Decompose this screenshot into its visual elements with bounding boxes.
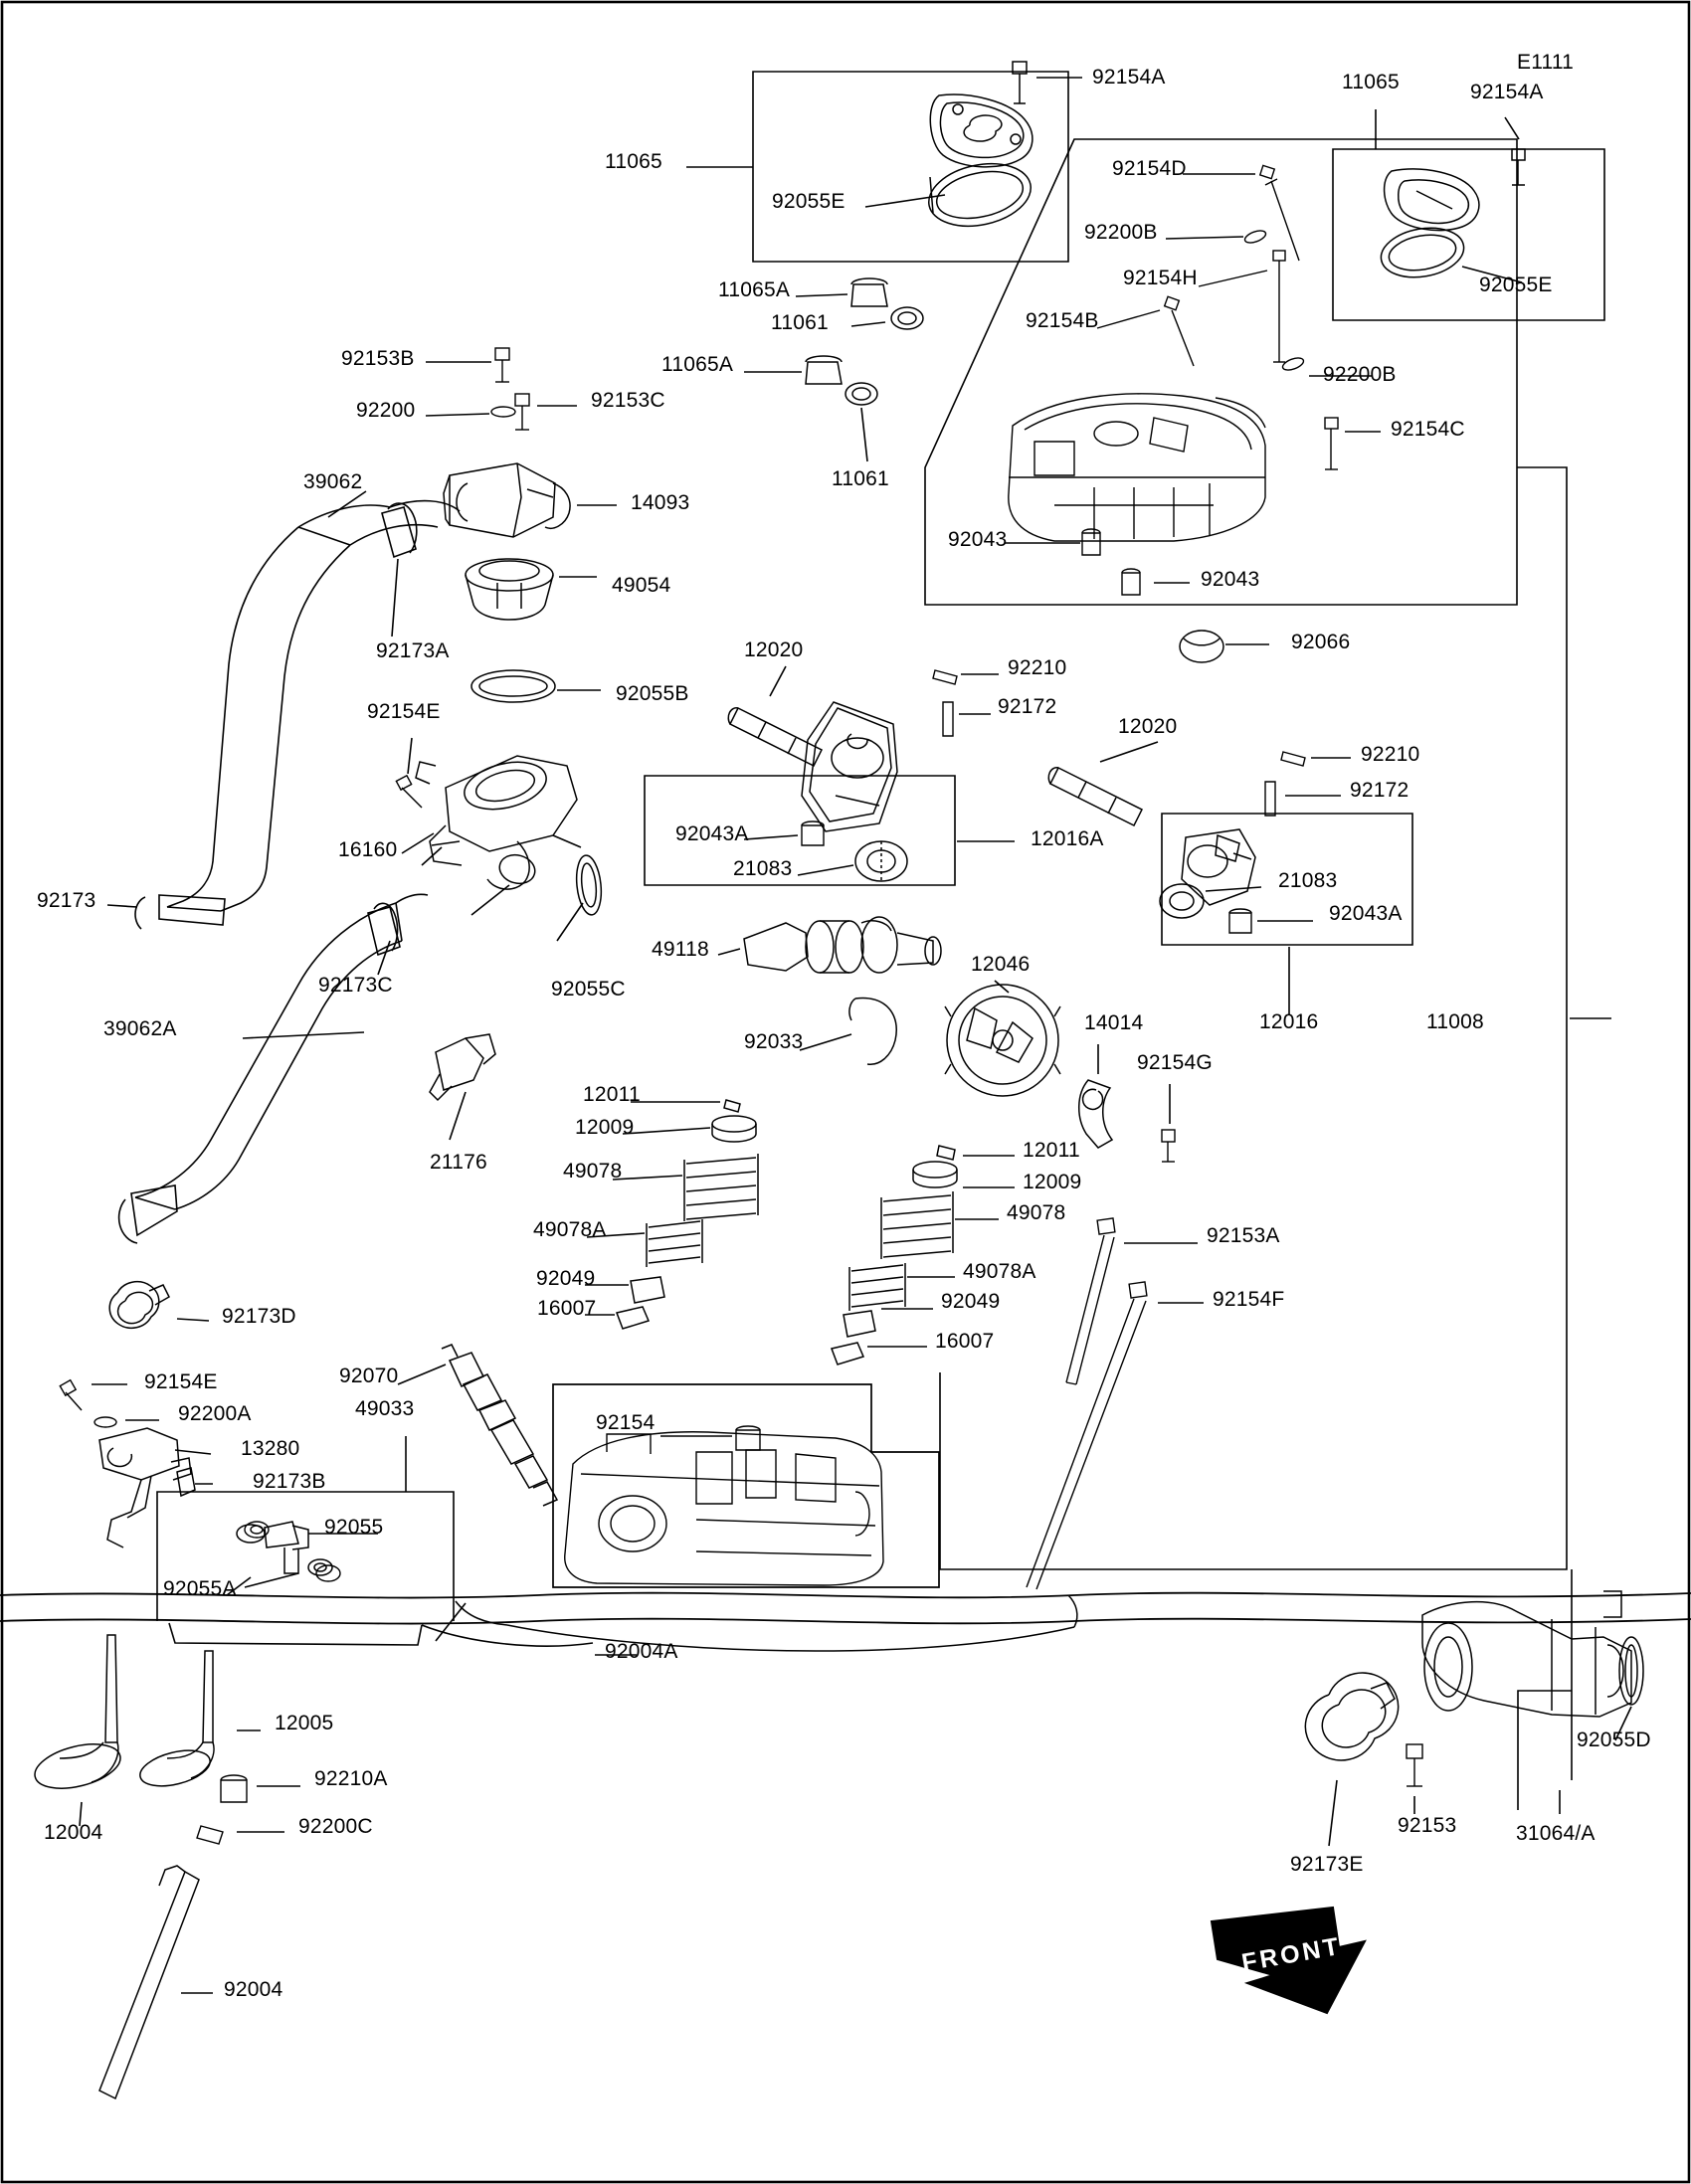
part-label: 49078A <box>533 1218 607 1241</box>
part-label: 11065A <box>718 278 791 301</box>
part-label: 92173C <box>318 974 393 997</box>
part-label: 39062 <box>303 470 363 493</box>
part-label: 92055D <box>1577 1729 1651 1751</box>
svg-text:FRONT: FRONT <box>1239 1931 1344 1977</box>
part-label: 92173B <box>253 1470 326 1493</box>
part-label: 12009 <box>1023 1171 1082 1193</box>
part-label: 11008 <box>1426 1010 1484 1033</box>
part-label: 92154H <box>1123 267 1198 289</box>
part-label: 11061 <box>771 311 829 334</box>
part-label: 92153A <box>1207 1224 1280 1247</box>
part-label: 12016 <box>1259 1010 1319 1033</box>
part-label: 92153B <box>341 347 415 370</box>
part-label: 21176 <box>430 1151 487 1174</box>
part-label: 49118 <box>652 938 709 961</box>
part-label: 92154E <box>367 700 441 723</box>
part-label: 92200A <box>178 1402 252 1425</box>
part-label: 12020 <box>1118 715 1178 738</box>
part-label: 49078 <box>1007 1201 1066 1224</box>
part-label: 39062A <box>103 1017 177 1040</box>
part-label: 92154B <box>1026 309 1099 332</box>
part-label: 92154 <box>596 1411 656 1434</box>
part-label: 92154C <box>1391 418 1465 441</box>
part-label: 92055E <box>772 190 846 213</box>
part-label: 49078 <box>563 1160 623 1183</box>
part-label: 92043A <box>1329 902 1403 925</box>
part-label: 92172 <box>998 695 1057 718</box>
part-label: 14014 <box>1084 1011 1144 1034</box>
part-label: 92154G <box>1137 1051 1213 1074</box>
part-label: 92210 <box>1361 743 1420 766</box>
part-label: 92043 <box>1201 568 1260 591</box>
part-label: 92173E <box>1290 1853 1364 1876</box>
part-label: 92200 <box>356 399 416 422</box>
part-label: 92200B <box>1084 221 1158 244</box>
part-label: 92153C <box>591 389 665 412</box>
front-arrow-graphic <box>1212 1908 1365 2013</box>
part-label: 13280 <box>241 1437 300 1460</box>
part-label: 92154D <box>1112 157 1187 180</box>
part-label: 92055A <box>163 1577 237 1600</box>
part-label: 92154F <box>1213 1288 1285 1311</box>
part-label: 92055C <box>551 978 626 1001</box>
part-label: 12011 <box>583 1083 641 1106</box>
part-label: 92210 <box>1008 656 1067 679</box>
part-label: 92154A <box>1470 81 1544 103</box>
part-label: 92049 <box>536 1267 596 1290</box>
part-label: 92004 <box>224 1978 283 2001</box>
part-label: 92172 <box>1350 779 1409 802</box>
part-label: 92055E <box>1479 273 1553 296</box>
part-label: 92049 <box>941 1290 1001 1313</box>
part-label: 21083 <box>1278 869 1338 892</box>
part-label: 11061 <box>832 467 889 490</box>
part-label: 92210A <box>314 1767 388 1790</box>
part-label: 11065 <box>605 150 662 173</box>
part-label: 11065A <box>661 353 734 376</box>
part-label: 92200B <box>1323 363 1397 386</box>
part-label: 12011 <box>1023 1139 1080 1162</box>
part-label: 92154A <box>1092 66 1166 89</box>
part-label: 92154E <box>144 1370 218 1393</box>
part-label: 12009 <box>575 1116 635 1139</box>
part-label: 49054 <box>612 574 671 597</box>
part-label: 92153 <box>1398 1814 1457 1837</box>
part-label: 12020 <box>744 638 804 661</box>
part-label: 12004 <box>44 1821 103 1844</box>
part-label: 92033 <box>744 1030 804 1053</box>
part-label: 14093 <box>631 491 690 514</box>
part-label: 92043A <box>675 822 749 845</box>
part-label: 92004A <box>605 1640 678 1663</box>
part-label: 21083 <box>733 857 793 880</box>
part-label: 92200C <box>298 1815 373 1838</box>
part-label: 31064/A <box>1516 1822 1596 1845</box>
part-label: 16160 <box>338 838 398 861</box>
part-label: 16007 <box>935 1330 995 1353</box>
part-label: 11065 <box>1342 71 1400 93</box>
part-label: 92173D <box>222 1305 296 1328</box>
part-label: 12016A <box>1031 827 1104 850</box>
part-label: 92070 <box>339 1365 399 1387</box>
part-label: 49033 <box>355 1397 415 1420</box>
part-label: 92055 <box>324 1516 384 1539</box>
part-label: 12005 <box>275 1712 334 1734</box>
part-label: 49078A <box>963 1260 1036 1283</box>
part-label: 16007 <box>537 1297 597 1320</box>
part-label: 92066 <box>1291 631 1351 653</box>
part-label: 12046 <box>971 953 1031 976</box>
part-label: 92055B <box>616 682 689 705</box>
part-label: 92173A <box>376 639 450 662</box>
part-label: E1111 <box>1517 51 1575 74</box>
part-label: 92043 <box>948 528 1008 551</box>
part-label: 92173 <box>37 889 96 912</box>
